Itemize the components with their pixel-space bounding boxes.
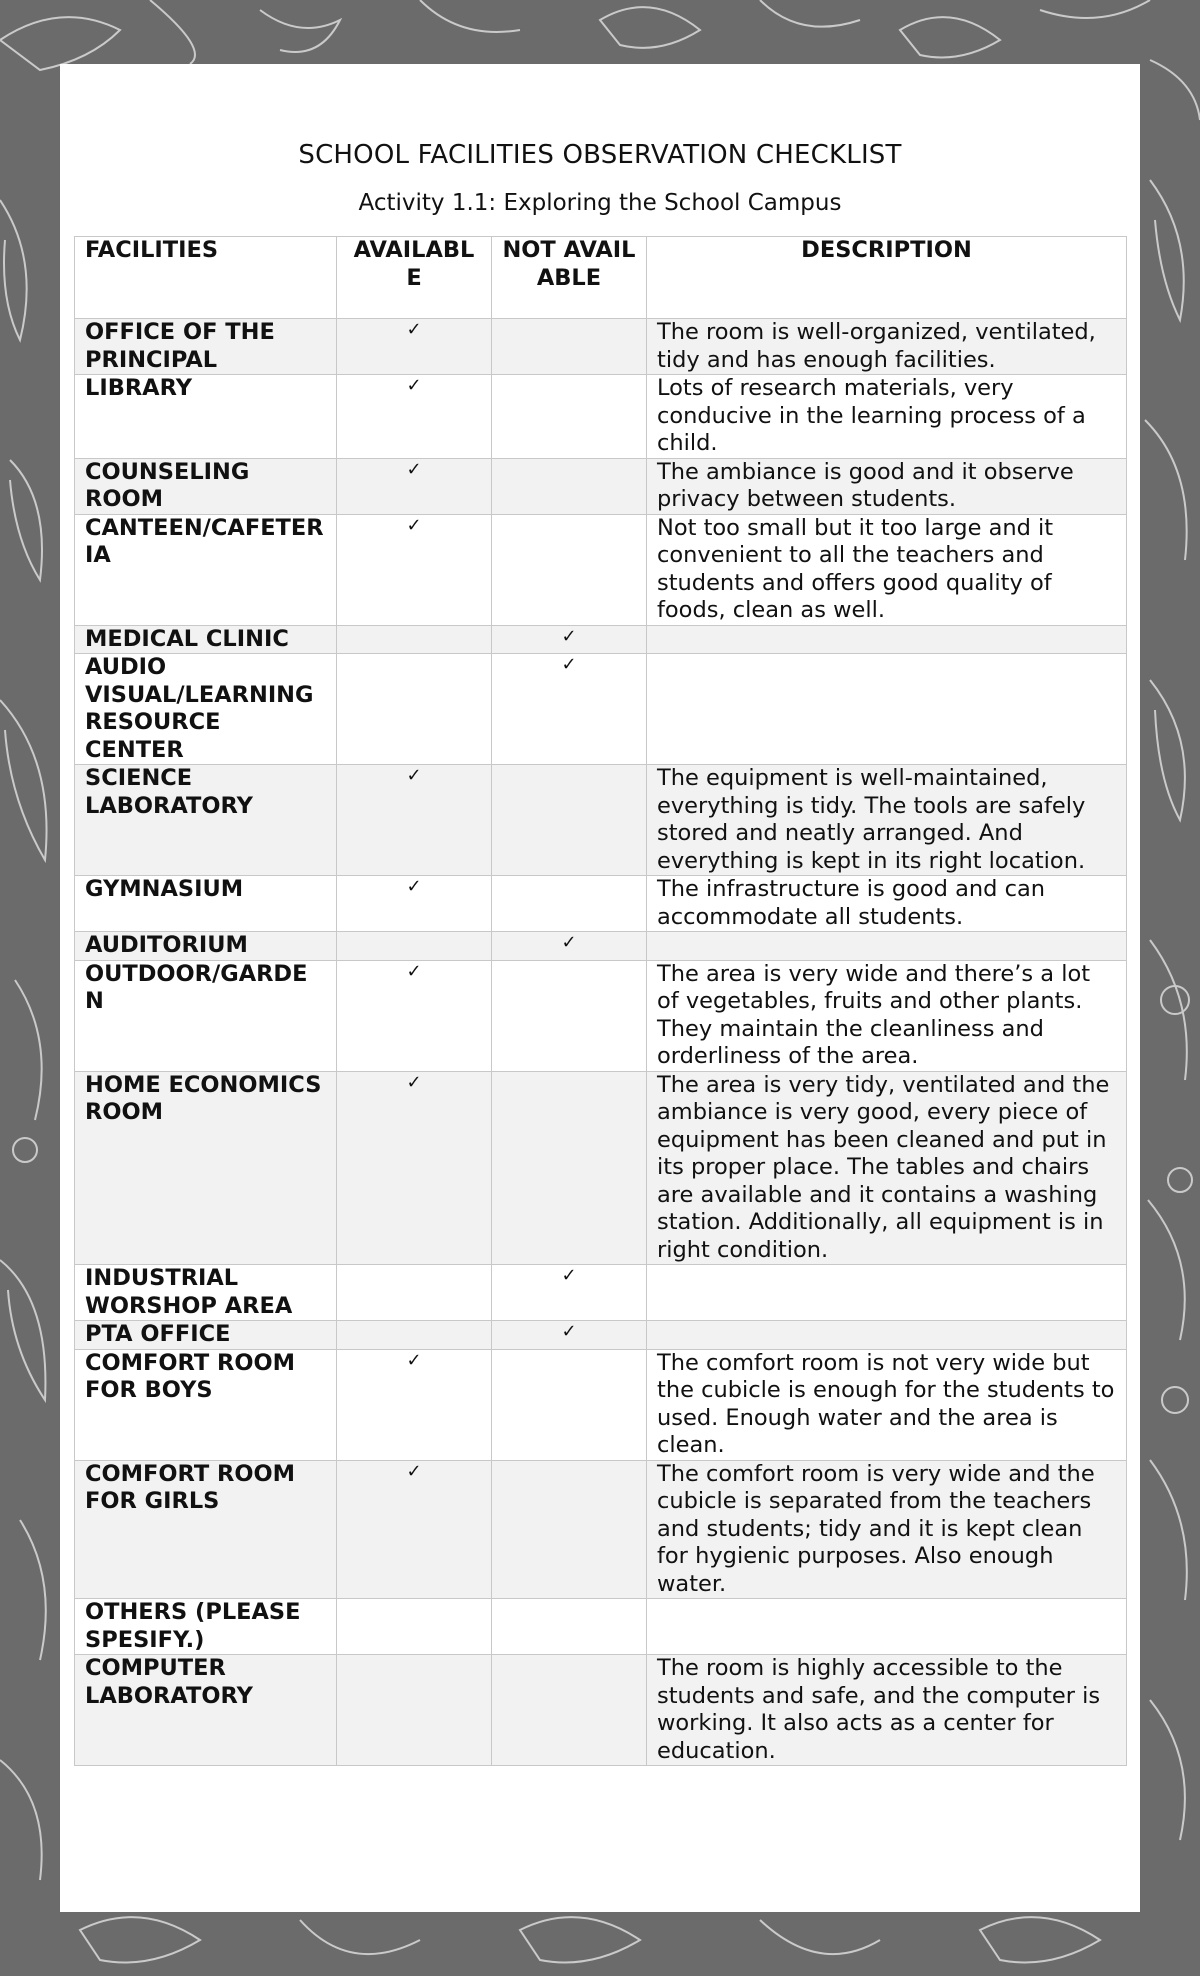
description-cell: The comfort room is very wide and the cubicle is separated from the teachers and students; tidy and it is kept clean for hygienic purposes. Also enough water. [647, 1460, 1127, 1599]
description-cell [647, 1265, 1127, 1321]
not-available-check-cell: ✓ [492, 625, 647, 654]
not-available-check-cell [492, 1460, 647, 1599]
available-check-cell: ✓ [337, 514, 492, 625]
available-check-cell: ✓ [337, 876, 492, 932]
description-cell: Not too small but it too large and it convenient to all the teachers and students and offers good quality of foods, clean as well. [647, 514, 1127, 625]
facility-cell: SCIENCE LABORATORY [75, 765, 337, 876]
available-check-cell: ✓ [337, 960, 492, 1071]
description-cell: The ambiance is good and it observe privacy between students. [647, 458, 1127, 514]
not-available-check-cell [492, 765, 647, 876]
table-row [75, 1599, 1127, 1655]
description-cell: The room is highly accessible to the students and safe, and the computer is working. It also acts as a center for education. [647, 1655, 1127, 1766]
available-check-cell: ✓ [337, 765, 492, 876]
description-cell: Lots of research materials, very conducive in the learning process of a child. [647, 375, 1127, 459]
facility-cell: PTA OFFICE [75, 1321, 337, 1350]
table-row [75, 960, 1127, 1071]
table-row [75, 1265, 1127, 1321]
description-cell: The area is very wide and there’s a lot of vegetables, fruits and other plants. They maintain the cleanliness and orderliness of the area. [647, 960, 1127, 1071]
available-check-cell: ✓ [337, 1460, 492, 1599]
table-row [75, 654, 1127, 765]
not-available-check-cell [492, 1349, 647, 1460]
page-title: SCHOOL FACILITIES OBSERVATION CHECKLIST [298, 140, 902, 170]
table-row [75, 765, 1127, 876]
not-available-check-cell [492, 960, 647, 1071]
available-check-cell [337, 1265, 492, 1321]
header-not-available: NOT AVAILABLE [492, 237, 647, 319]
facilities-checklist-table [74, 236, 1127, 1766]
facility-cell: COUNSELING ROOM [75, 458, 337, 514]
available-check-cell: ✓ [337, 1071, 492, 1265]
not-available-check-cell [492, 1071, 647, 1265]
facility-cell: OFFICE OF THE PRINCIPAL [75, 319, 337, 375]
description-cell [647, 654, 1127, 765]
header-facilities: FACILITIES [75, 237, 337, 319]
not-available-check-cell [492, 876, 647, 932]
facility-cell: COMFORT ROOM FOR BOYS [75, 1349, 337, 1460]
table-row [75, 1321, 1127, 1350]
table-row [75, 375, 1127, 459]
description-cell [647, 625, 1127, 654]
not-available-check-cell: ✓ [492, 1265, 647, 1321]
facility-cell: OUTDOOR/GARDEN [75, 960, 337, 1071]
table-row [75, 1071, 1127, 1265]
facility-cell: AUDITORIUM [75, 932, 337, 961]
description-cell: The room is well-organized, ventilated, tidy and has enough facilities. [647, 319, 1127, 375]
table-row [75, 1655, 1127, 1766]
not-available-check-cell [492, 514, 647, 625]
facility-cell: HOME ECONOMICS ROOM [75, 1071, 337, 1265]
facility-cell: COMPUTER LABORATORY [75, 1655, 337, 1766]
table-row [75, 1349, 1127, 1460]
description-cell [647, 1599, 1127, 1655]
facility-cell: CANTEEN/CAFETERIA [75, 514, 337, 625]
table-row [75, 876, 1127, 932]
table-row [75, 319, 1127, 375]
table-row [75, 458, 1127, 514]
available-check-cell [337, 1655, 492, 1766]
not-available-check-cell: ✓ [492, 1321, 647, 1350]
not-available-check-cell [492, 319, 647, 375]
not-available-check-cell: ✓ [492, 654, 647, 765]
available-check-cell [337, 1321, 492, 1350]
table-row [75, 932, 1127, 961]
available-check-cell: ✓ [337, 1349, 492, 1460]
description-cell: The equipment is well-maintained, everything is tidy. The tools are safely stored and neatly arranged. And everything is kept in its right location. [647, 765, 1127, 876]
not-available-check-cell: ✓ [492, 932, 647, 961]
not-available-check-cell [492, 375, 647, 459]
table-body [75, 319, 1127, 1766]
available-check-cell: ✓ [337, 458, 492, 514]
table-row [75, 1460, 1127, 1599]
facility-cell: MEDICAL CLINIC [75, 625, 337, 654]
facility-cell: LIBRARY [75, 375, 337, 459]
header-description: DESCRIPTION [647, 237, 1127, 319]
table-row [75, 625, 1127, 654]
available-check-cell [337, 654, 492, 765]
available-check-cell [337, 932, 492, 961]
table-row [75, 514, 1127, 625]
facility-cell: AUDIO VISUAL/LEARNING RESOURCE CENTER [75, 654, 337, 765]
not-available-check-cell [492, 458, 647, 514]
not-available-check-cell [492, 1655, 647, 1766]
available-check-cell [337, 1599, 492, 1655]
facility-cell: COMFORT ROOM FOR GIRLS [75, 1460, 337, 1599]
facility-cell: GYMNASIUM [75, 876, 337, 932]
description-cell: The infrastructure is good and can accommodate all students. [647, 876, 1127, 932]
facility-cell: OTHERS (PLEASE SPESIFY.) [75, 1599, 337, 1655]
header-available: AVAILABLE [337, 237, 492, 319]
available-check-cell: ✓ [337, 375, 492, 459]
description-cell: The area is very tidy, ventilated and the ambiance is very good, every piece of equipment has been cleaned and put in its proper place. The tables and chairs are available and it contains a washing station. Additionally, all equipment is in right condition. [647, 1071, 1127, 1265]
available-check-cell: ✓ [337, 319, 492, 375]
page-subtitle: Activity 1.1: Exploring the School Campus [358, 190, 842, 216]
available-check-cell [337, 625, 492, 654]
description-cell [647, 932, 1127, 961]
facility-cell: INDUSTRIAL WORSHOP AREA [75, 1265, 337, 1321]
description-cell [647, 1321, 1127, 1350]
description-cell: The comfort room is not very wide but the cubicle is enough for the students to used. Enough water and the area is clean. [647, 1349, 1127, 1460]
table-header-row [75, 237, 1127, 319]
not-available-check-cell [492, 1599, 647, 1655]
